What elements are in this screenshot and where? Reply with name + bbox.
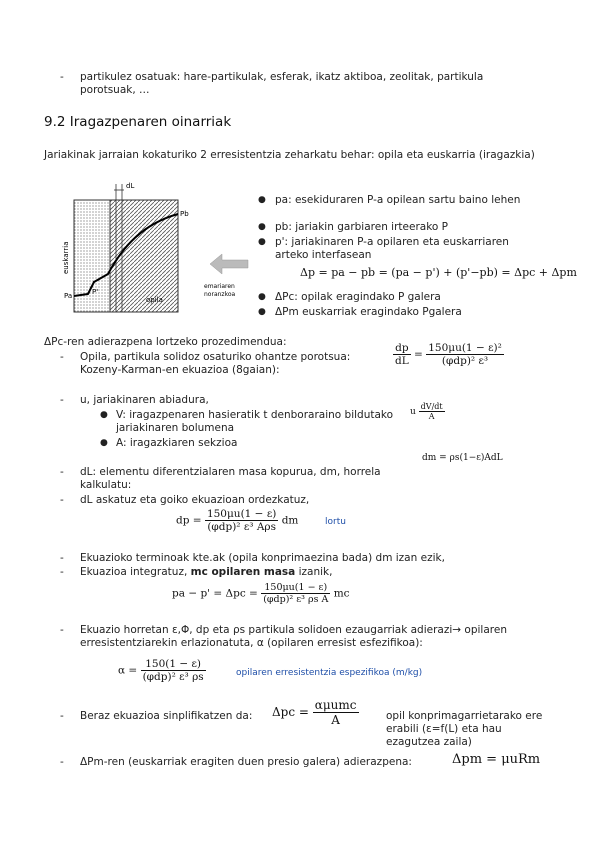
intro-paragraph: Jariakinak jarraian kokaturiko 2 erresistentzia zeharkatu behar: opila eta euskarria (iragazkia) bbox=[44, 149, 535, 161]
section-title: 9.2 Iragazpenaren oinarriak bbox=[44, 114, 232, 130]
bullet-dot: ● bbox=[258, 307, 266, 317]
list-dash: - bbox=[60, 552, 64, 564]
bullet-dpc: ΔPc: opilak eragindako P galera bbox=[275, 291, 441, 303]
integrated-equation: pa − p' = Δpc = $\frac{150\mu u(1 - \varepsilon)}{\text{(φdp)² ε³ ρs A}}$ mc bbox=[172, 582, 350, 605]
item-u: u, jariakinaren abiadura, bbox=[80, 394, 209, 406]
procedure-intro: ΔPc-ren adierazpena lortzeko prozedimendua: bbox=[44, 336, 287, 348]
item-integratuz: Ekuazioa integratuz, mc opilaren masa izanik, bbox=[80, 566, 333, 578]
dpc-equation: Δpc = $\frac{\text{αμumc}}{A}$ bbox=[272, 698, 357, 727]
alpha-note: opilaren erresistentzia espezifikoa (m/kg) bbox=[236, 668, 423, 678]
flow-arrow-icon bbox=[210, 254, 248, 274]
bullet-dot: ● bbox=[258, 195, 266, 205]
dp-dm-equation: dp = $\frac{150\mu u(1 - \varepsilon)}{\text{(φdp)² ε³ Aρs}}$ dm bbox=[176, 508, 299, 533]
item-u-a: A: iragazkiaren sekzioa bbox=[116, 437, 238, 449]
list-dash: - bbox=[60, 756, 64, 768]
item-beraz: Beraz ekuazioa sinplifikatzen da: bbox=[80, 710, 253, 722]
item-dl-sub: dL askatuz eta goiko ekuazioan ordezkatuz, bbox=[80, 494, 310, 506]
list-dash: - bbox=[60, 351, 64, 363]
list-dash: - bbox=[60, 710, 64, 722]
item-horretan: Ekuazio horretan ε,Φ, dp eta ρs partikula solidoen ezaugarriak adierazi→ opilaren erresistentziarekin erlazionatuta, α (opilaren erresist esfezifikoa): bbox=[80, 624, 507, 649]
lortu-note: lortu bbox=[325, 517, 346, 527]
pprime-label: P' bbox=[92, 288, 99, 296]
bullet-dot: ● bbox=[258, 237, 266, 247]
list-dash: - bbox=[60, 71, 64, 83]
bullet-dot: ● bbox=[258, 292, 266, 302]
dl-label: dL bbox=[126, 182, 135, 190]
flow-label-2: noranzkoa bbox=[204, 291, 236, 298]
top-list-item: partikulez osatuak: hare-partikulak, esferak, ikatz aktiboa, zeolitak, partikula porotsuak, … bbox=[80, 71, 484, 96]
kozeny-equation: $\frac{dp}{dL}$ = $\frac{\text{150μu(1 − ε)²}}{\text{(φdp)² ε³}}$ bbox=[395, 342, 502, 367]
bullet-dot: ● bbox=[100, 410, 108, 420]
spacer bbox=[80, 723, 380, 736]
list-dash: - bbox=[60, 494, 64, 506]
dm-equation: dm = ρs(1−ε)AdL bbox=[422, 453, 503, 463]
filter-cake-figure bbox=[62, 178, 252, 318]
bullet-dpm: ΔPm euskarriak eragindako Pgalera bbox=[275, 306, 462, 318]
pressure-drop-equation: Δp = pa − pb = (pa − p') + (p'−pb) = Δpc + Δpm bbox=[300, 266, 577, 279]
item-terminoak: Ekuazioko terminoak kte.ak (opila konprimaezina bada) dm izan ezik, bbox=[80, 552, 445, 564]
item-beraz-tail: opil konprimagarrietarako ere erabili (ε=f(L) eta hau ezagutzea zaila) bbox=[386, 710, 543, 748]
flow-label-1: emariaren bbox=[204, 283, 235, 290]
bullet-dot: ● bbox=[258, 222, 266, 232]
list-dash: - bbox=[60, 466, 64, 478]
item-dl: dL: elementu diferentzialaren masa kopurua, dm, horrela kalkulatu: bbox=[80, 466, 381, 491]
pa-label: Pa bbox=[64, 292, 73, 300]
velocity-equation: u $\frac{dV/dt}{A}$ bbox=[410, 402, 443, 421]
dpm-equation: Δpm = μuRm bbox=[452, 752, 541, 767]
opila-label: opila bbox=[146, 296, 163, 304]
euskarria-label: euskarria bbox=[62, 241, 70, 274]
item-pm: ΔPm-ren (euskarriak eragiten duen presio galera) adierazpena: bbox=[80, 756, 412, 768]
item-opila: Opila, partikula solidoz osaturiko ohantze porotsua: Kozeny-Karman-en ekuazioa (8gaian): bbox=[80, 351, 351, 376]
bullet-pprime: p': jariakinaren P-a opilaren eta euskarriaren arteko interfasean bbox=[275, 236, 509, 261]
item-u-v: V: iragazpenaren hasieratik t denboraraino bildutako jariakinaren bolumena bbox=[116, 409, 394, 434]
bullet-pb: pb: jariakin garbiaren irteerako P bbox=[275, 221, 449, 233]
pb-label: Pb bbox=[180, 210, 189, 218]
list-dash: - bbox=[60, 566, 64, 578]
list-dash: - bbox=[60, 394, 64, 406]
bullet-dot: ● bbox=[100, 438, 108, 448]
bullet-pa: pa: esekiduraren P-a opilean sartu baino lehen bbox=[275, 194, 521, 206]
list-dash: - bbox=[60, 624, 64, 636]
alpha-equation: α = $\frac{150(1 - \varepsilon)}{\text{(φdp)² ε³ ρs}}$ bbox=[118, 658, 204, 683]
